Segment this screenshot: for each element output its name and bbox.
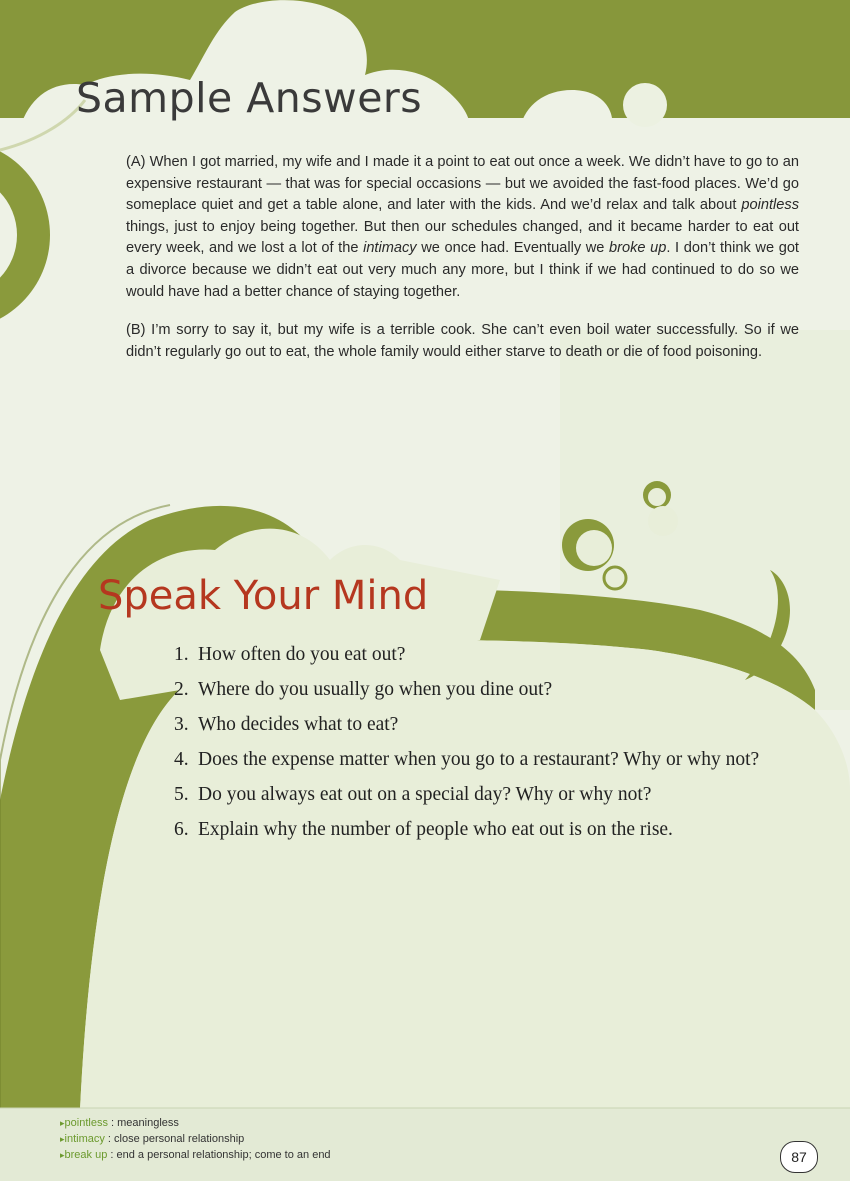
answer-a [126,152,799,303]
question-list [174,643,794,853]
glossary-definition: meaningless [117,1117,179,1129]
glossary-definition: close personal relationship [114,1133,245,1145]
glossary-separator: : [104,1133,115,1145]
glossary-separator: : [107,1117,118,1129]
answer-a-text-4: . I don’t think we got a divorce because we didn’t eat out very much any more, but I think if we had continued to do so we would have had a better chance of staying together. [126,240,799,300]
question-number: 4. [174,749,189,770]
answer-a-text-1: (A) When I got married, my wife and I made it a point to eat out once a week. We didn’t have to go to an expensive restaurant — that was for special occasions — but we avoided the fast-food places. We’d go someplace quiet and get a table alone, and later with the kids. And we’d relax and talk about [126,154,799,214]
question-text: Do you always eat out on a special day? Why or why not? [198,784,652,805]
answer-a-text-2: things, just to enjoy being together. But then our schedules changed, and it became harder to eat out every week, and we lost a lot of the [126,218,799,257]
question-text: Does the expense matter when you go to a restaurant? Why or why not? [198,749,760,770]
glossary-term: break up [64,1149,108,1161]
question-number: 3. [174,714,189,735]
glossary-definition: end a personal relationship; come to an end [116,1149,331,1161]
question-item [174,678,794,702]
answer-a-term-break-up: broke up [609,240,667,257]
arrow-icon: ▸ [60,1150,65,1160]
answer-a-text-3: we once had. Eventually we [416,240,610,257]
answer-b: (B) I’m sorry to say it, but my wife is a terrible cook. She can’t even boil water successfully. So if we didn’t regularly go out to eat, the whole family would either starve to death or die of food poisoning. [126,322,799,360]
glossary-entry [60,1115,331,1131]
glossary [60,1115,331,1163]
question-number: 1. [174,644,189,665]
arrow-icon: ▸ [60,1118,65,1128]
question-item [174,783,794,807]
question-number: 5. [174,784,189,805]
question-item [174,643,794,667]
speak-your-mind-title: Speak Your Mind [98,573,429,619]
answer-a-term-pointless: pointless [741,197,799,214]
question-text: Who decides what to eat? [198,714,399,735]
answer-a-term-intimacy: intimacy [363,240,417,257]
question-text: Explain why the number of people who eat out is on the rise. [198,819,673,840]
glossary-separator: : [107,1149,117,1161]
glossary-entry [60,1131,331,1147]
page-number: 87 [780,1141,818,1173]
question-text: How often do you eat out? [198,644,406,665]
question-number: 6. [174,819,189,840]
glossary-entry [60,1147,331,1163]
question-number: 2. [174,679,189,700]
question-item [174,748,794,772]
question-item [174,713,794,737]
glossary-term: pointless [64,1117,108,1129]
sample-answers-body [126,152,799,380]
arrow-icon: ▸ [60,1134,65,1144]
sample-answers-title: Sample Answers [76,74,423,122]
glossary-term: intimacy [64,1133,105,1145]
question-item [174,818,794,842]
question-text: Where do you usually go when you dine out? [198,679,553,700]
